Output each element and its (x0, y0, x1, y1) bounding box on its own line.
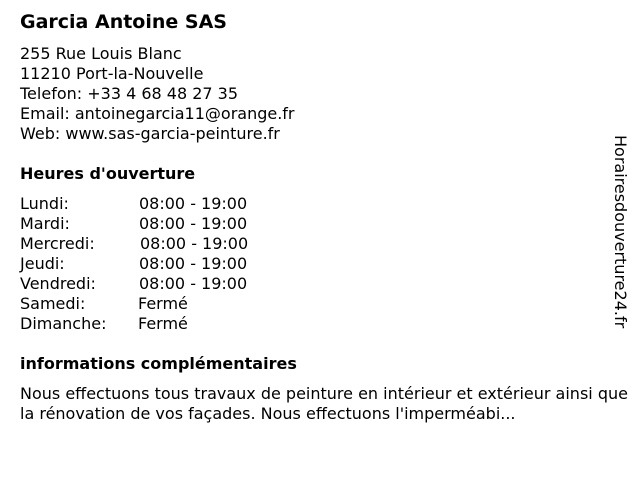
business-name: Garcia Antoine SAS (20, 11, 227, 33)
day-label: Vendredi: (20, 274, 96, 293)
day-hours: 08:00 - 19:00 (139, 214, 248, 233)
business-description: Nous effectuons tous travaux de peinture en intérieur et extérieur ainsi que la rénovation de vos façades. Nous effectuons l'imperméabi... (20, 384, 628, 423)
day-label: Samedi: (20, 294, 86, 313)
hours-row-sunday (20, 314, 320, 334)
hours-row-friday (20, 274, 320, 294)
day-label: Mardi: (20, 214, 70, 233)
day-hours: 08:00 - 19:00 (140, 234, 249, 253)
address-street: 255 Rue Louis Blanc (20, 44, 182, 63)
hours-row-monday (20, 194, 320, 214)
site-watermark: Horairesdouverture24.fr (611, 135, 630, 329)
day-hours: Fermé (138, 294, 188, 313)
hours-row-wednesday (20, 234, 320, 254)
day-hours: 08:00 - 19:00 (139, 254, 248, 273)
hours-row-saturday (20, 294, 320, 314)
hours-row-tuesday (20, 214, 320, 234)
phone-number: Telefon: +33 4 68 48 27 35 (20, 84, 239, 103)
day-hours: Fermé (138, 314, 188, 333)
additional-info-heading: informations complémentaires (20, 354, 297, 373)
opening-hours-heading: Heures d'ouverture (20, 164, 196, 183)
hours-row-thursday (20, 254, 320, 274)
day-hours: 08:00 - 19:00 (139, 274, 248, 293)
opening-hours-table (20, 194, 320, 334)
website-url: Web: www.sas-garcia-peinture.fr (20, 124, 280, 143)
day-label: Dimanche: (20, 314, 107, 333)
contact-block (20, 44, 295, 144)
day-label: Mercredi: (20, 234, 95, 253)
address-city: 11210 Port-la-Nouvelle (20, 64, 204, 83)
day-label: Jeudi: (20, 254, 65, 273)
day-hours: 08:00 - 19:00 (139, 194, 248, 213)
day-label: Lundi: (20, 194, 69, 213)
email-address: Email: antoinegarcia11@orange.fr (20, 104, 295, 123)
